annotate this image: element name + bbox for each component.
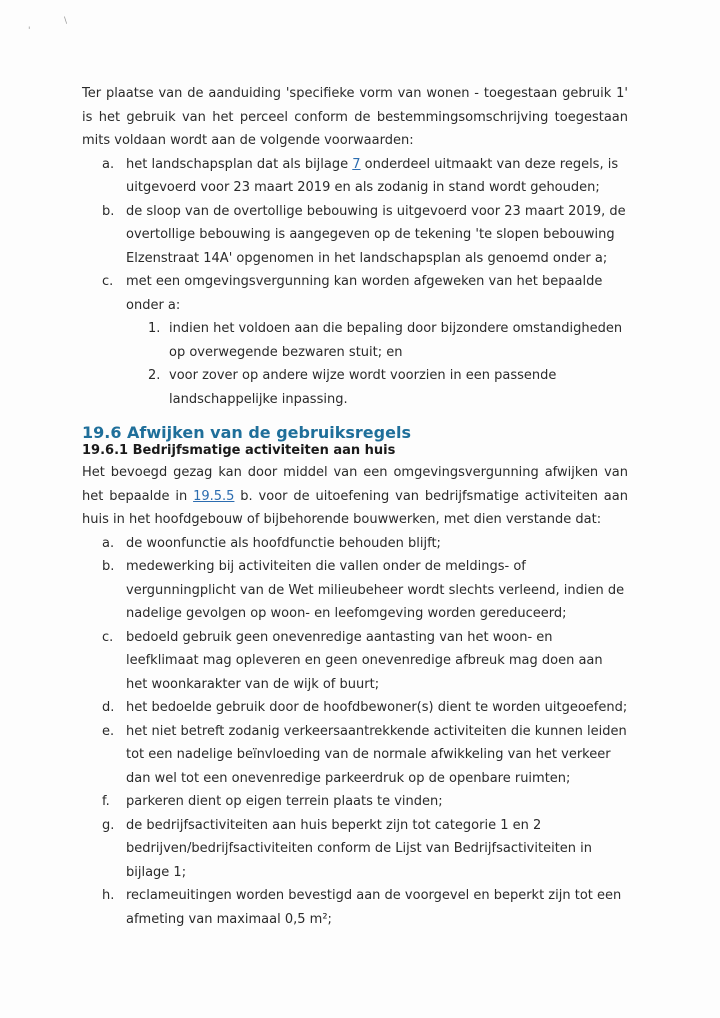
list-item: h. reclameuitingen worden bevestigd aan de voorgevel en beperkt zijn tot een afmeting van maximaal 0,5 m²; <box>82 884 628 931</box>
list-item: f. parkeren dient op eigen terrein plaats te vinden; <box>82 790 628 814</box>
list-item-label: h. <box>102 888 115 903</box>
bijlage-link[interactable]: 7 <box>352 156 361 172</box>
article-link[interactable]: 19.5.5 <box>193 488 235 504</box>
list-item-label: b. <box>102 203 115 219</box>
list-item: c. met een omgevingsvergunning kan worden afgeweken van het bepaalde onder a: 1. indien het voldoen aan die bepaling door bijzondere omstandigheden op overwegende bezwaren stuit; en 2. voor zover op andere wijze wordt voorzien in een passende landschappelijke inpassing. <box>82 270 628 411</box>
list-item: e. het niet betreft zodanig verkeersaantrekkende activiteiten die kunnen leiden tot een nadelige beïnvloeding van de normale afwikkeling van het verkeer dan wel tot een onevenredige parkeerdruk op de openbare ruimten; <box>82 720 628 791</box>
list-item-label: d. <box>102 700 115 715</box>
list-item-label: a. <box>102 156 115 172</box>
list-item: g. de bedrijfsactiviteiten aan huis beperkt zijn tot categorie 1 en 2 bedrijven/bedrijfsactiviteiten conform de Lijst van Bedrijfsactiviteiten in bijlage 1; <box>82 814 628 885</box>
list-item: a. de woonfunctie als hoofdfunctie behouden blijft; <box>82 532 628 556</box>
list-item: d. het bedoelde gebruik door de hoofdbewoner(s) dient te worden uitgeoefend; <box>82 696 628 720</box>
list-item-label: a. <box>102 535 115 551</box>
sub-list-item: 2. voor zover op andere wijze wordt voorzien in een passende landschappelijke inpassing. <box>126 364 628 411</box>
sub-list-item: 1. indien het voldoen aan die bepaling door bijzondere omstandigheden op overwegende bezwaren stuit; en <box>126 317 628 364</box>
scan-mark: ' <box>28 26 31 36</box>
list-item-label: b. <box>102 559 115 574</box>
list-item-label: g. <box>102 817 115 833</box>
requirements-list <box>82 532 628 932</box>
sub-list-item-label: 1. <box>148 321 161 336</box>
list-item-label: c. <box>102 629 114 645</box>
scan-mark: \ <box>64 16 68 26</box>
sub-list-item-label: 2. <box>148 368 161 383</box>
sub-list <box>126 317 628 411</box>
list-item: b. medewerking bij activiteiten die vallen onder de meldings- of vergunningplicht van de Wet milieubeheer wordt slechts verleend, indien de nadelige gevolgen op woon- en leefomgeving worden gereduceerd; <box>82 555 628 626</box>
list-item: b. de sloop van de overtollige bebouwing is uitgevoerd voor 23 maart 2019, de overtollige bebouwing is aangegeven op de tekening 'te slopen bebouwing Elzenstraat 14A' opgenomen in het landschapsplan als genoemd onder a; <box>82 200 628 271</box>
document-content <box>82 82 628 931</box>
list-item: c. bedoeld gebruik geen onevenredige aantasting van het woon- en leefklimaat mag opleveren en geen onevenredige afbreuk mag doen aan het woonkarakter van de wijk of buurt; <box>82 626 628 697</box>
section-heading: 19.6 Afwijken van de gebruiksregels <box>82 423 411 442</box>
intro-paragraph: Ter plaatse van de aanduiding 'specifieke vorm van wonen - toegestaan gebruik 1' is het gebruik van het perceel conform de bestemmingsomschrijving toegestaan mits voldaan wordt aan de volgende voorwaarden: <box>82 86 628 148</box>
list-item-label: e. <box>102 723 115 739</box>
list-item-label: f. <box>102 794 110 809</box>
section-paragraph: Het bevoegd gezag kan door middel van een omgevingsvergunning afwijken van het bepaalde in 19.5.5 b. voor de uitoefening van bedrijfsmatige activiteiten aan huis in het hoofdgebouw of bijbehorende bouwwerken, met dien verstande dat: <box>82 465 628 527</box>
subsection-heading: 19.6.1 Bedrijfsmatige activiteiten aan huis <box>82 443 396 458</box>
conditions-list <box>82 153 628 412</box>
list-item: a. het landschapsplan dat als bijlage 7 onderdeel uitmaakt van deze regels, is uitgevoerd voor 23 maart 2019 en als zodanig in stand wordt gehouden; <box>82 153 628 200</box>
list-item-label: c. <box>102 274 114 289</box>
